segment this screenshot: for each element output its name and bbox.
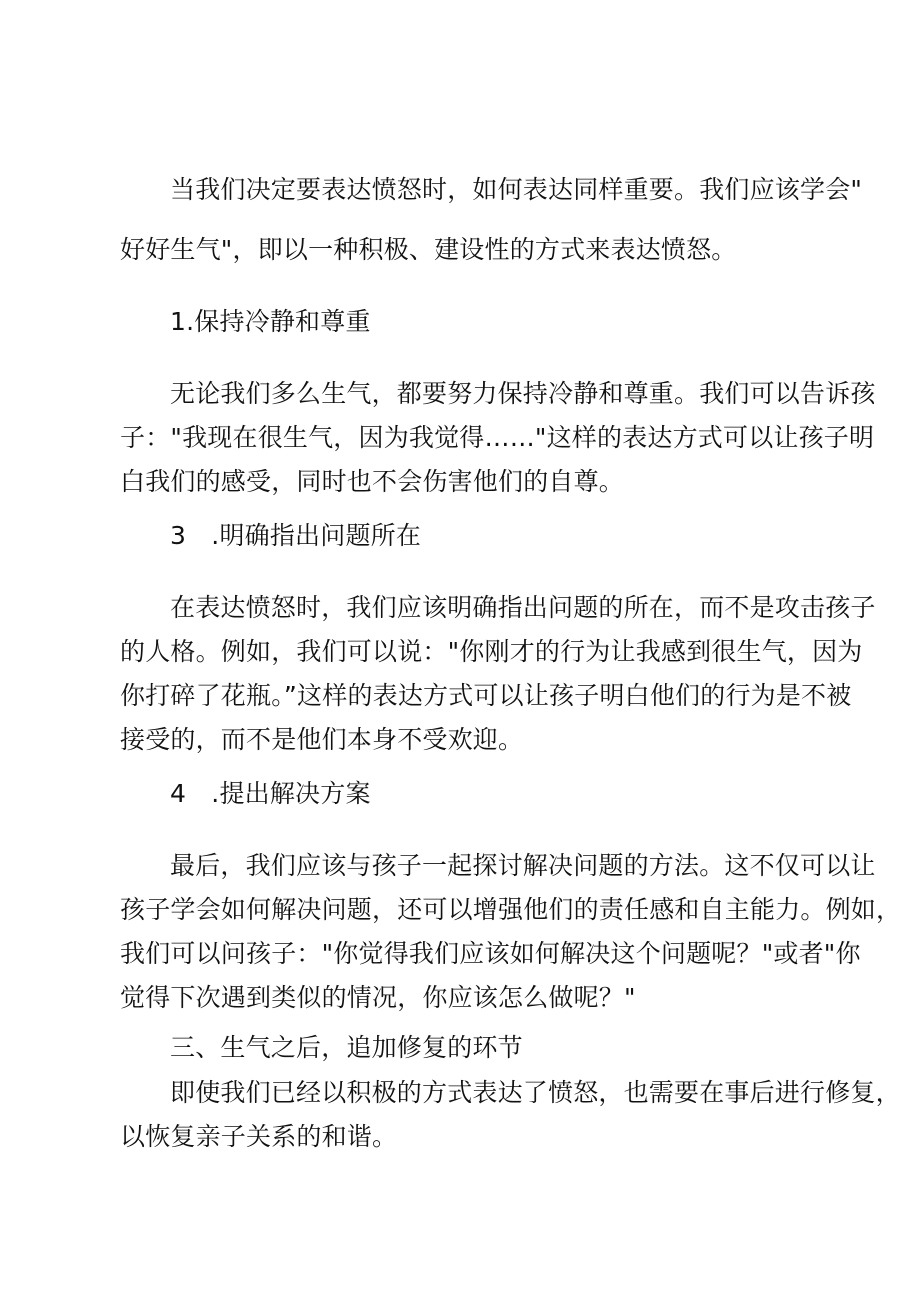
- section1-line-3: 白我们的感受，同时也不会伤害他们的自尊。: [120, 467, 625, 496]
- section4-heading: 4 .提出解决方案: [170, 779, 371, 808]
- intro-line-1: 当我们决定要表达愤怒时，如何表达同样重要。我们应该学会": [170, 175, 863, 204]
- section3-line-3: 你打碎了花瓶。”这样的表达方式可以让孩子明白他们的行为是不被: [120, 681, 852, 710]
- section3-heading: 3 .明确指出问题所在: [170, 521, 422, 550]
- section3-line-1: 在表达愤怒时，我们应该明确指出问题的所在，而不是攻击孩子: [170, 593, 876, 622]
- section4-line-4: 觉得下次遇到类似的情况，你应该怎么做呢？": [120, 983, 636, 1012]
- section4-line-1: 最后，我们应该与孩子一起探讨解决问题的方法。这不仅可以让: [170, 851, 876, 880]
- section4-line-2: 孩子学会如何解决问题，还可以增强他们的责任感和自主能力。例如，: [120, 895, 902, 924]
- part3-line-2: 以恢复亲子关系的和谐。: [120, 1122, 398, 1151]
- intro-line-2: 好好生气"，即以一种积极、建设性的方式来表达愤怒。: [120, 235, 737, 264]
- section3-line-4: 接受的，而不是他们本身不受欢迎。: [120, 725, 524, 754]
- section1-heading: 1.保持冷静和尊重: [170, 307, 371, 336]
- section4-line-3: 我们可以问孩子："你觉得我们应该如何解决这个问题呢？"或者"你: [120, 939, 861, 968]
- part3-line-1: 即使我们已经以积极的方式表达了愤怒，也需要在事后进行修复，: [170, 1078, 901, 1107]
- section1-line-1: 无论我们多么生气，都要努力保持冷静和尊重。我们可以告诉孩: [170, 379, 876, 408]
- section1-line-2: 子："我现在很生气，因为我觉得……"这样的表达方式可以让孩子明: [120, 423, 875, 452]
- section3-line-2: 的人格。例如，我们可以说："你刚才的行为让我感到很生气，因为: [120, 637, 863, 666]
- part3-heading: 三、生气之后，追加修复的环节: [170, 1033, 523, 1062]
